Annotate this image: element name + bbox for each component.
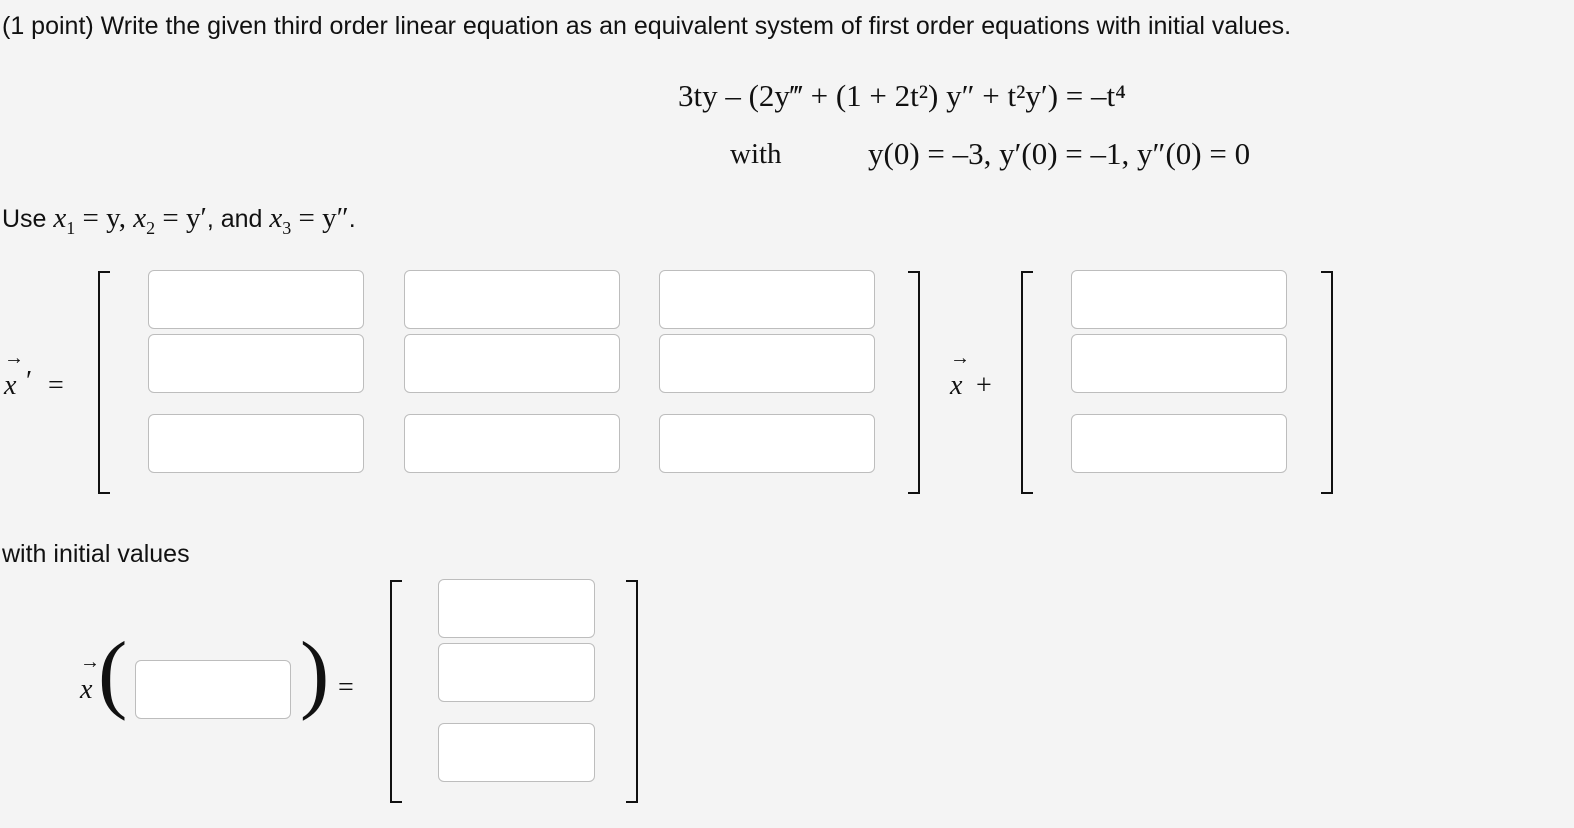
matrix-a33-input[interactable] bbox=[659, 414, 875, 473]
use-suffix: . bbox=[348, 205, 356, 233]
equals-sign: = bbox=[48, 370, 64, 401]
x1-var: x bbox=[53, 202, 67, 234]
vector-right-bracket bbox=[1321, 271, 1333, 494]
x1-sub: 1 bbox=[66, 217, 76, 238]
x2-sub: 2 bbox=[146, 217, 156, 238]
differential-equation: 3ty – (2y‴ + (1 + 2t²) y″ + t²y′) = –t⁴ bbox=[678, 78, 1126, 113]
matrix-left-bracket bbox=[98, 271, 110, 494]
matrix-a11-input[interactable] bbox=[148, 270, 364, 329]
equals-sign: = bbox=[338, 672, 354, 703]
and-text: , and bbox=[206, 205, 270, 233]
vector-left-bracket bbox=[1021, 271, 1033, 494]
close-paren: ) bbox=[300, 625, 330, 722]
plus-sign: + bbox=[976, 370, 992, 401]
matrix-a23-input[interactable] bbox=[659, 334, 875, 393]
initial-vector-right-bracket bbox=[626, 580, 638, 803]
vector-arrow-icon: → bbox=[80, 651, 100, 673]
x3-sub: 3 bbox=[282, 217, 292, 238]
prime-mark: ′ bbox=[26, 366, 33, 397]
vector-arrow-icon: → bbox=[4, 347, 24, 369]
x3-var: x bbox=[269, 202, 283, 234]
forcing-b2-input[interactable] bbox=[1071, 334, 1287, 393]
matrix-right-bracket bbox=[908, 271, 920, 494]
x2-eq: = y′ bbox=[155, 202, 207, 234]
initial-t-input[interactable] bbox=[135, 660, 291, 719]
x-var: x bbox=[80, 674, 93, 705]
x1-eq: = y, bbox=[75, 202, 134, 234]
matrix-a13-input[interactable] bbox=[659, 270, 875, 329]
use-prefix: Use bbox=[2, 205, 54, 233]
initial-values-label: with initial values bbox=[2, 540, 190, 568]
problem-prompt: (1 point) Write the given third order linear equation as an equivalent system of first order equations with initial values. bbox=[2, 12, 1292, 40]
initial-x1-input[interactable] bbox=[438, 579, 595, 638]
x-var: x bbox=[4, 370, 17, 401]
x-var: x bbox=[950, 370, 963, 401]
matrix-a32-input[interactable] bbox=[404, 414, 620, 473]
substitution-instruction bbox=[2, 202, 356, 239]
forcing-b1-input[interactable] bbox=[1071, 270, 1287, 329]
matrix-a31-input[interactable] bbox=[148, 414, 364, 473]
forcing-b3-input[interactable] bbox=[1071, 414, 1287, 473]
matrix-a12-input[interactable] bbox=[404, 270, 620, 329]
initial-conditions: y(0) = –3, y′(0) = –1, y″(0) = 0 bbox=[868, 136, 1251, 171]
vector-arrow-icon: → bbox=[950, 347, 970, 369]
with-label: with bbox=[730, 138, 782, 170]
matrix-a21-input[interactable] bbox=[148, 334, 364, 393]
matrix-a22-input[interactable] bbox=[404, 334, 620, 393]
x2-var: x bbox=[133, 202, 147, 234]
initial-x3-input[interactable] bbox=[438, 723, 595, 782]
initial-x2-input[interactable] bbox=[438, 643, 595, 702]
initial-vector-left-bracket bbox=[390, 580, 402, 803]
open-paren: ( bbox=[98, 625, 128, 722]
x3-eq: = y″ bbox=[291, 202, 349, 234]
